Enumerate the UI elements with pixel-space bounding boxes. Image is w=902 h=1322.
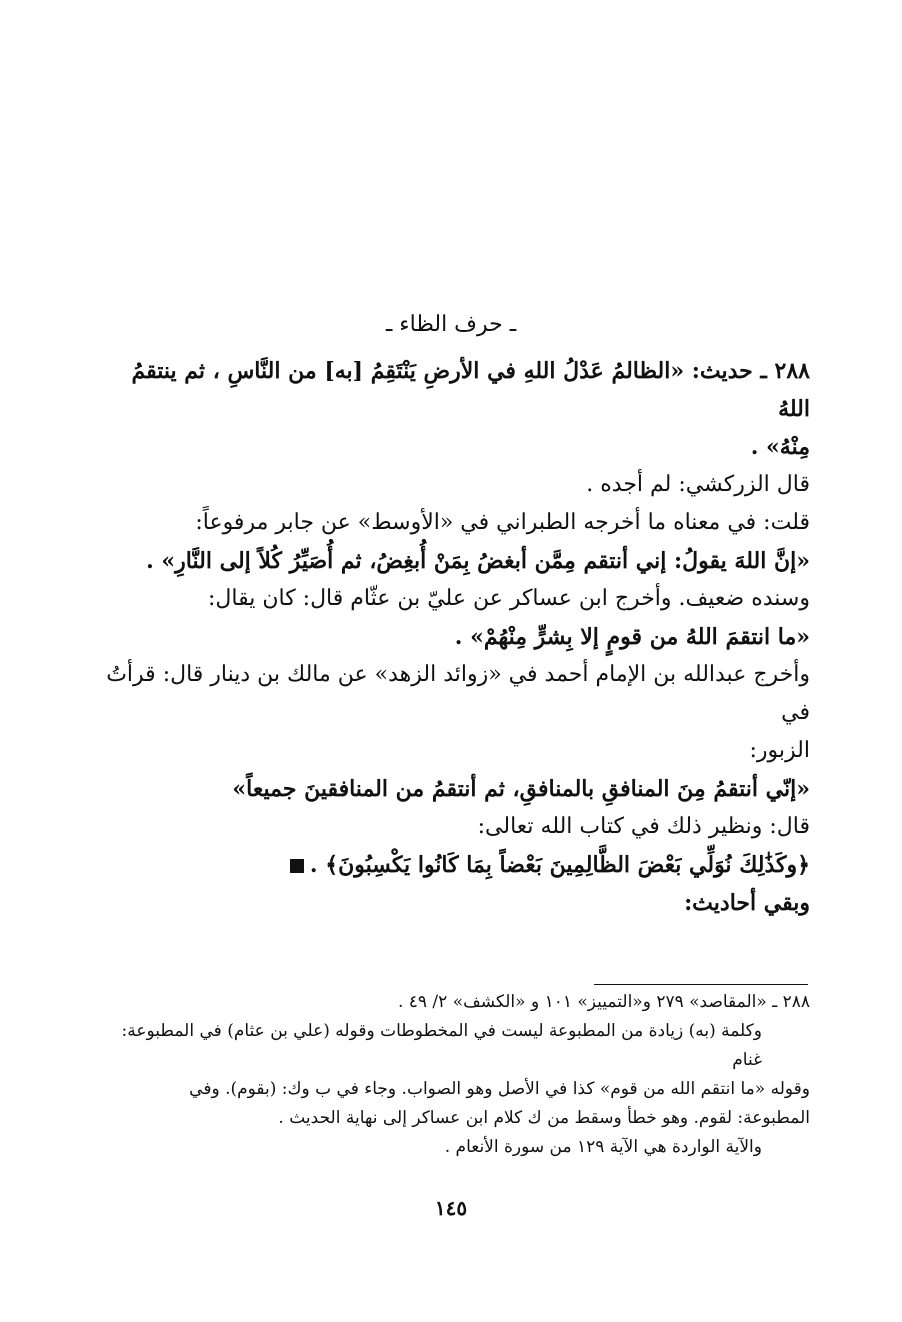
footnote-line-3: وقوله «ما انتقم الله من قوم» كذا في الأصل وهو الصواب. وجاء في ب وك: (بقوم). وفي: [189, 1079, 810, 1099]
zabur-quote: «إنّي أنتقمُ مِنَ المنافقِ بالمنافقِ، ثم أنتقمُ من المنافقينَ جميعاً»: [232, 776, 810, 802]
hadith-288-line-2: مِنْهُ» .: [750, 434, 810, 460]
end-of-entry-mark: [290, 859, 304, 873]
main-text: [100, 352, 810, 922]
footnote-line-5: والآية الواردة هي الآية ١٢٩ من سورة الأنعام .: [444, 1137, 762, 1157]
tabarani-hadith: «إنَّ اللهَ يقولُ: إني أنتقم مِمَّن أبغضُ بِمَنْ أُبغِضُ، ثم أُصَيِّرُ كُلاً إلى النَّارِ» .: [146, 548, 810, 574]
quran-intro: قال: ونظير ذلك في كتاب الله تعالى:: [477, 814, 810, 839]
hadith-288-line-1: ٢٨٨ ـ حديث: «الظالمُ عَدْلُ اللهِ في الأرضِ يَنْتَقِمُ [به] من النَّاسِ ، ثم ينتقمُ اللهُ: [131, 358, 810, 422]
quran-verse-text: ﴿وكَذَٰلِكَ نُوَلِّي بَعْضَ الظَّالِمِينَ بَعْضاً بِمَا كَانُوا يَكْسِبُونَ﴾ .: [309, 852, 810, 878]
footnote-separator: [594, 984, 808, 985]
quran-verse: [100, 846, 810, 884]
footnotes: [100, 988, 810, 1162]
footnote-line-2: وكلمة (به) زيادة من المطبوعة ليست في المخطوطات وقوله (علي بن عثام) في المطبوعة: غنام: [121, 1021, 762, 1070]
zawaid-note-line-2: الزبور:: [749, 738, 810, 763]
zarkashi-note: قال الزركشي: لم أجده .: [586, 472, 810, 497]
ibn-asakir-note: وسنده ضعيف. وأخرج ابن عساكر عن عليّ بن عثّام قال: كان يقال:: [207, 586, 810, 611]
zawaid-note-line-1: وأخرج عبدالله بن الإمام أحمد في «زوائد الزهد» عن مالك بن دينار قال: قرأتُ في: [106, 662, 810, 725]
page-number: ١٤٥: [434, 1196, 468, 1220]
tabarani-note: قلت: في معناه ما أخرجه الطبراني في «الأوسط» عن جابر مرفوعاً:: [195, 510, 810, 535]
footnote-line-1: ٢٨٨ ـ «المقاصد» ٢٧٩ و«التمييز» ١٠١ و «الكشف» ٢/ ٤٩ .: [397, 992, 810, 1012]
footnote-line-4: المطبوعة: لقوم. وهو خطأ وسقط من ك كلام ابن عساكر إلى نهاية الحديث .: [278, 1108, 810, 1128]
remaining-hadiths: وبقي أحاديث:: [684, 890, 810, 916]
ibn-asakir-quote: «ما انتقمَ اللهُ من قومٍ إلا بِشرٍّ مِنْهُمْ» .: [454, 624, 810, 650]
chapter-header: ـ حرف الظاء ـ: [385, 312, 517, 337]
